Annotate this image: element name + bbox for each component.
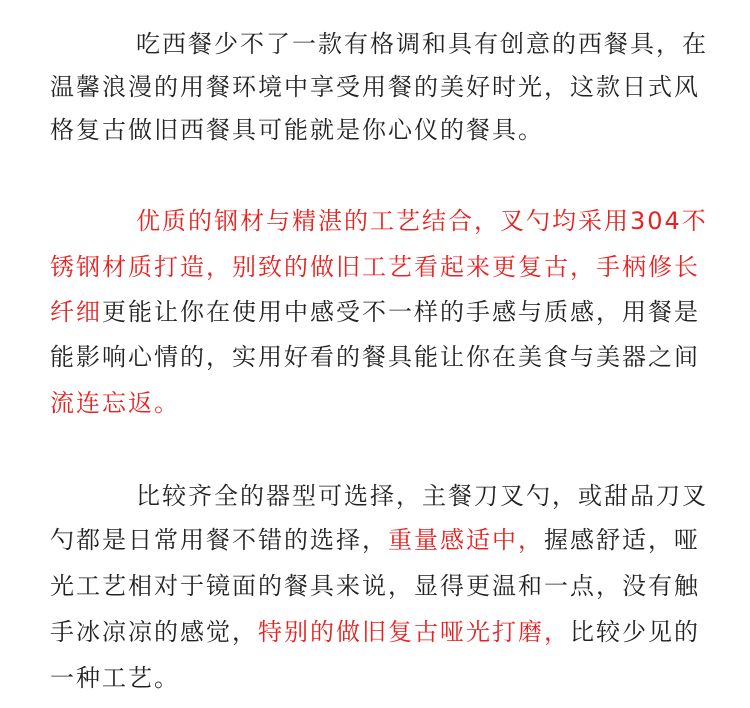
highlight-text-run: 锈钢材质打造，别致的做旧工艺看起来更复古，手柄修长: [50, 253, 700, 281]
paragraph-2-line-2: [50, 247, 700, 287]
text-run: 格复古做旧西餐具可能就是你心仪的餐具。: [50, 116, 544, 144]
paragraph-3-line-3: [50, 566, 700, 606]
paragraph-3-line-1: [136, 476, 708, 516]
text-run: 握感舒适，哑: [544, 526, 700, 554]
text-run: 比较齐全的器型可选择，主餐刀叉勺，或甜品刀叉: [136, 482, 708, 510]
paragraph-2-line-3: [50, 292, 700, 332]
paragraph-1-line-2: [50, 67, 700, 107]
paragraph-3-line-4: [50, 612, 700, 652]
paragraph-3-line-2: [50, 520, 700, 560]
text-run: 勺都是日常用餐不错的选择，: [50, 526, 388, 554]
paragraph-1-line-1: [136, 24, 708, 64]
paragraph-2-line-1: [136, 201, 708, 241]
text-run: 手冰凉凉的感觉，: [50, 618, 258, 646]
highlight-text-run: 重量感适中，: [388, 526, 544, 554]
text-run: 吃西餐少不了一款有格调和具有创意的西餐具，在: [136, 30, 708, 58]
highlight-text-run: 流连忘返。: [50, 389, 180, 417]
highlight-text-run: 纤细: [50, 298, 102, 326]
paragraph-2-line-5: [50, 383, 700, 423]
paragraph-1-line-3: [50, 110, 700, 150]
text-run: 温馨浪漫的用餐环境中享受用餐的美好时光，这款日式风: [50, 73, 700, 101]
text-run: 能影响心情的，实用好看的餐具能让你在美食与美器之间: [50, 343, 700, 371]
highlight-text-run: 优质的钢材与精湛的工艺结合，叉勺均采用304不: [136, 207, 708, 235]
paragraph-3-line-5: [50, 658, 700, 698]
text-run: 更能让你在使用中感受不一样的手感与质感，用餐是: [102, 298, 700, 326]
text-run: 比较少见的: [570, 618, 700, 646]
text-run: 光工艺相对于镜面的餐具来说，显得更温和一点，没有触: [50, 572, 700, 600]
highlight-text-run: 特别的做旧复古哑光打磨，: [258, 618, 570, 646]
paragraph-2-line-4: [50, 337, 700, 377]
text-run: 一种工艺。: [50, 664, 180, 692]
